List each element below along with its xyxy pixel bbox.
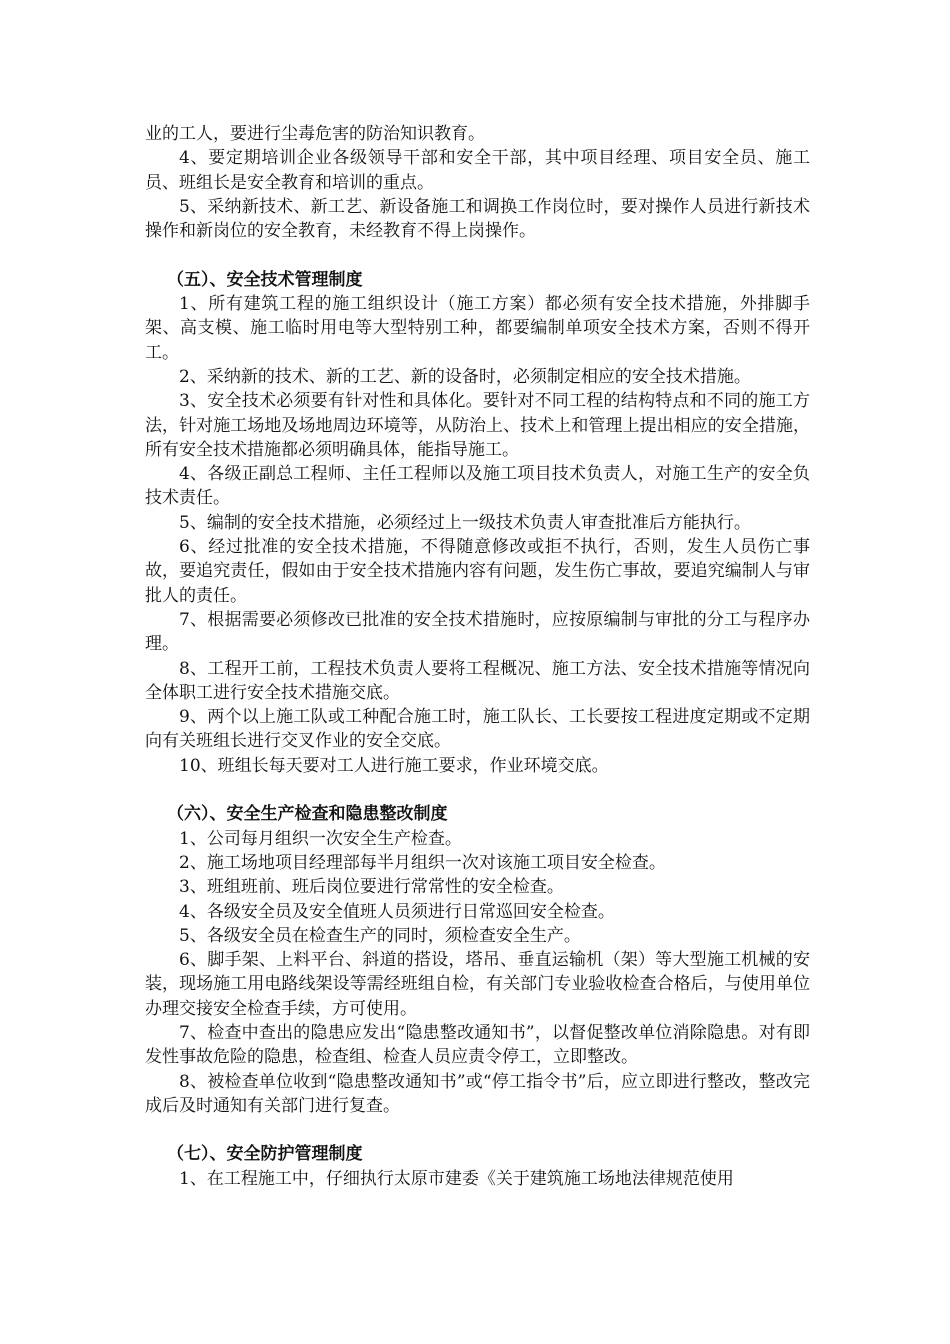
section-spacer	[145, 243, 810, 267]
section-heading-6: （六）、安全生产检查和隐患整改制度	[167, 804, 448, 825]
section5-item: 3、安全技术必须要有针对性和具体化。要针对不同工程的结构特点和不同的施工方法，针对施工场地及场地周边环境等，从防治上、技术上和管理上提出相应的安全措施，所有安全技术措施都必须明确具体，能指导施工。	[145, 391, 810, 460]
section-spacer	[145, 1118, 810, 1142]
section5-item: 6、经过批准的安全技术措施，不得随意修改或拒不执行，否则，发生人员伤亡事故，要追究责任，假如由于安全技术措施内容有问题，发生伤亡事故，要追究编制人与审批人的责任。	[145, 537, 810, 606]
section6-item: 3、班组班前、班后岗位要进行常常性的安全检查。	[179, 877, 564, 898]
section6-item: 4、各级安全员及安全值班人员须进行日常巡回安全检查。	[179, 901, 615, 922]
paragraph-item-5: 5、采纳新技术、新工艺、新设备施工和调换工作岗位时，要对操作人员进行新技术操作和新岗位的安全教育，未经教育不得上岗操作。	[145, 196, 810, 242]
section-spacer	[145, 778, 810, 802]
section6-item: 1、公司每月组织一次安全生产检查。	[179, 828, 462, 849]
section-heading-7: （七）、安全防护管理制度	[167, 1144, 363, 1165]
section5-item: 5、编制的安全技术措施，必须经过上一级技术负责人审查批准后方能执行。	[179, 512, 751, 533]
paragraph-continuation: 业的工人，要进行尘毒危害的防治知识教育。	[145, 124, 485, 144]
section5-item: 7、根据需要必须修改已批准的安全技术措施时，应按原编制与审批的分工与程序办理。	[145, 609, 810, 655]
section5-item: 10、班组长每天要对工人进行施工要求，作业环境交底。	[179, 755, 609, 776]
section7-item: 1、在工程施工中，仔细执行太原市建委《关于建筑施工场地法律规范使用	[179, 1168, 734, 1189]
section6-item: 2、施工场地项目经理部每半月组织一次对该施工项目安全检查。	[179, 852, 666, 873]
paragraph-item-4: 4、要定期培训企业各级领导干部和安全干部，其中项目经理、项目安全员、施工员、班组长是安全教育和培训的重点。	[145, 148, 810, 193]
section6-item: 6、脚手架、上料平台、斜道的搭设，塔吊、垂直运输机（架）等大型施工机械的安装，现场施工用电路线架设等需经班组自检，有关部门专业验收检查合格后，与使用单位办理交接安全检查手续，方可使用。	[145, 950, 810, 1019]
section5-item: 1、所有建筑工程的施工组织设计（施工方案）都必须有安全技术措施，外排脚手架、高支模、施工临时用电等大型特别工种，都要编制单项安全技术方案，否则不得开工。	[145, 294, 810, 363]
section-heading-5: （五）、安全技术管理制度	[167, 269, 363, 290]
section6-item: 7、检查中查出的隐患应发出“隐患整改通知书”，以督促整改单位消除隐患。对有即发性事故危险的隐患，检查组、检查人员应责令停工，立即整改。	[145, 1022, 810, 1068]
section5-item: 4、各级正副总工程师、主任工程师以及施工项目技术负责人，对施工生产的安全负技术责任。	[145, 464, 810, 509]
section5-item: 8、工程开工前，工程技术负责人要将工程概况、施工方法、安全技术措施等情况向全体职工进行安全技术措施交底。	[145, 658, 810, 703]
section6-item: 5、各级安全员在检查生产的同时，须检查安全生产。	[179, 925, 581, 946]
section5-item: 9、两个以上施工队或工种配合施工时，施工队长、工长要按工程进度定期或不定期向有关班组长进行交叉作业的安全交底。	[145, 707, 810, 752]
document-body	[145, 122, 810, 1191]
section5-item: 2、采纳新的技术、新的工艺、新的设备时，必须制定相应的安全技术措施。	[179, 366, 751, 387]
section6-item: 8、被检查单位收到“隐患整改通知书”或“停工指令书”后，应立即进行整改，整改完成后及时通知有关部门进行复查。	[145, 1071, 810, 1116]
